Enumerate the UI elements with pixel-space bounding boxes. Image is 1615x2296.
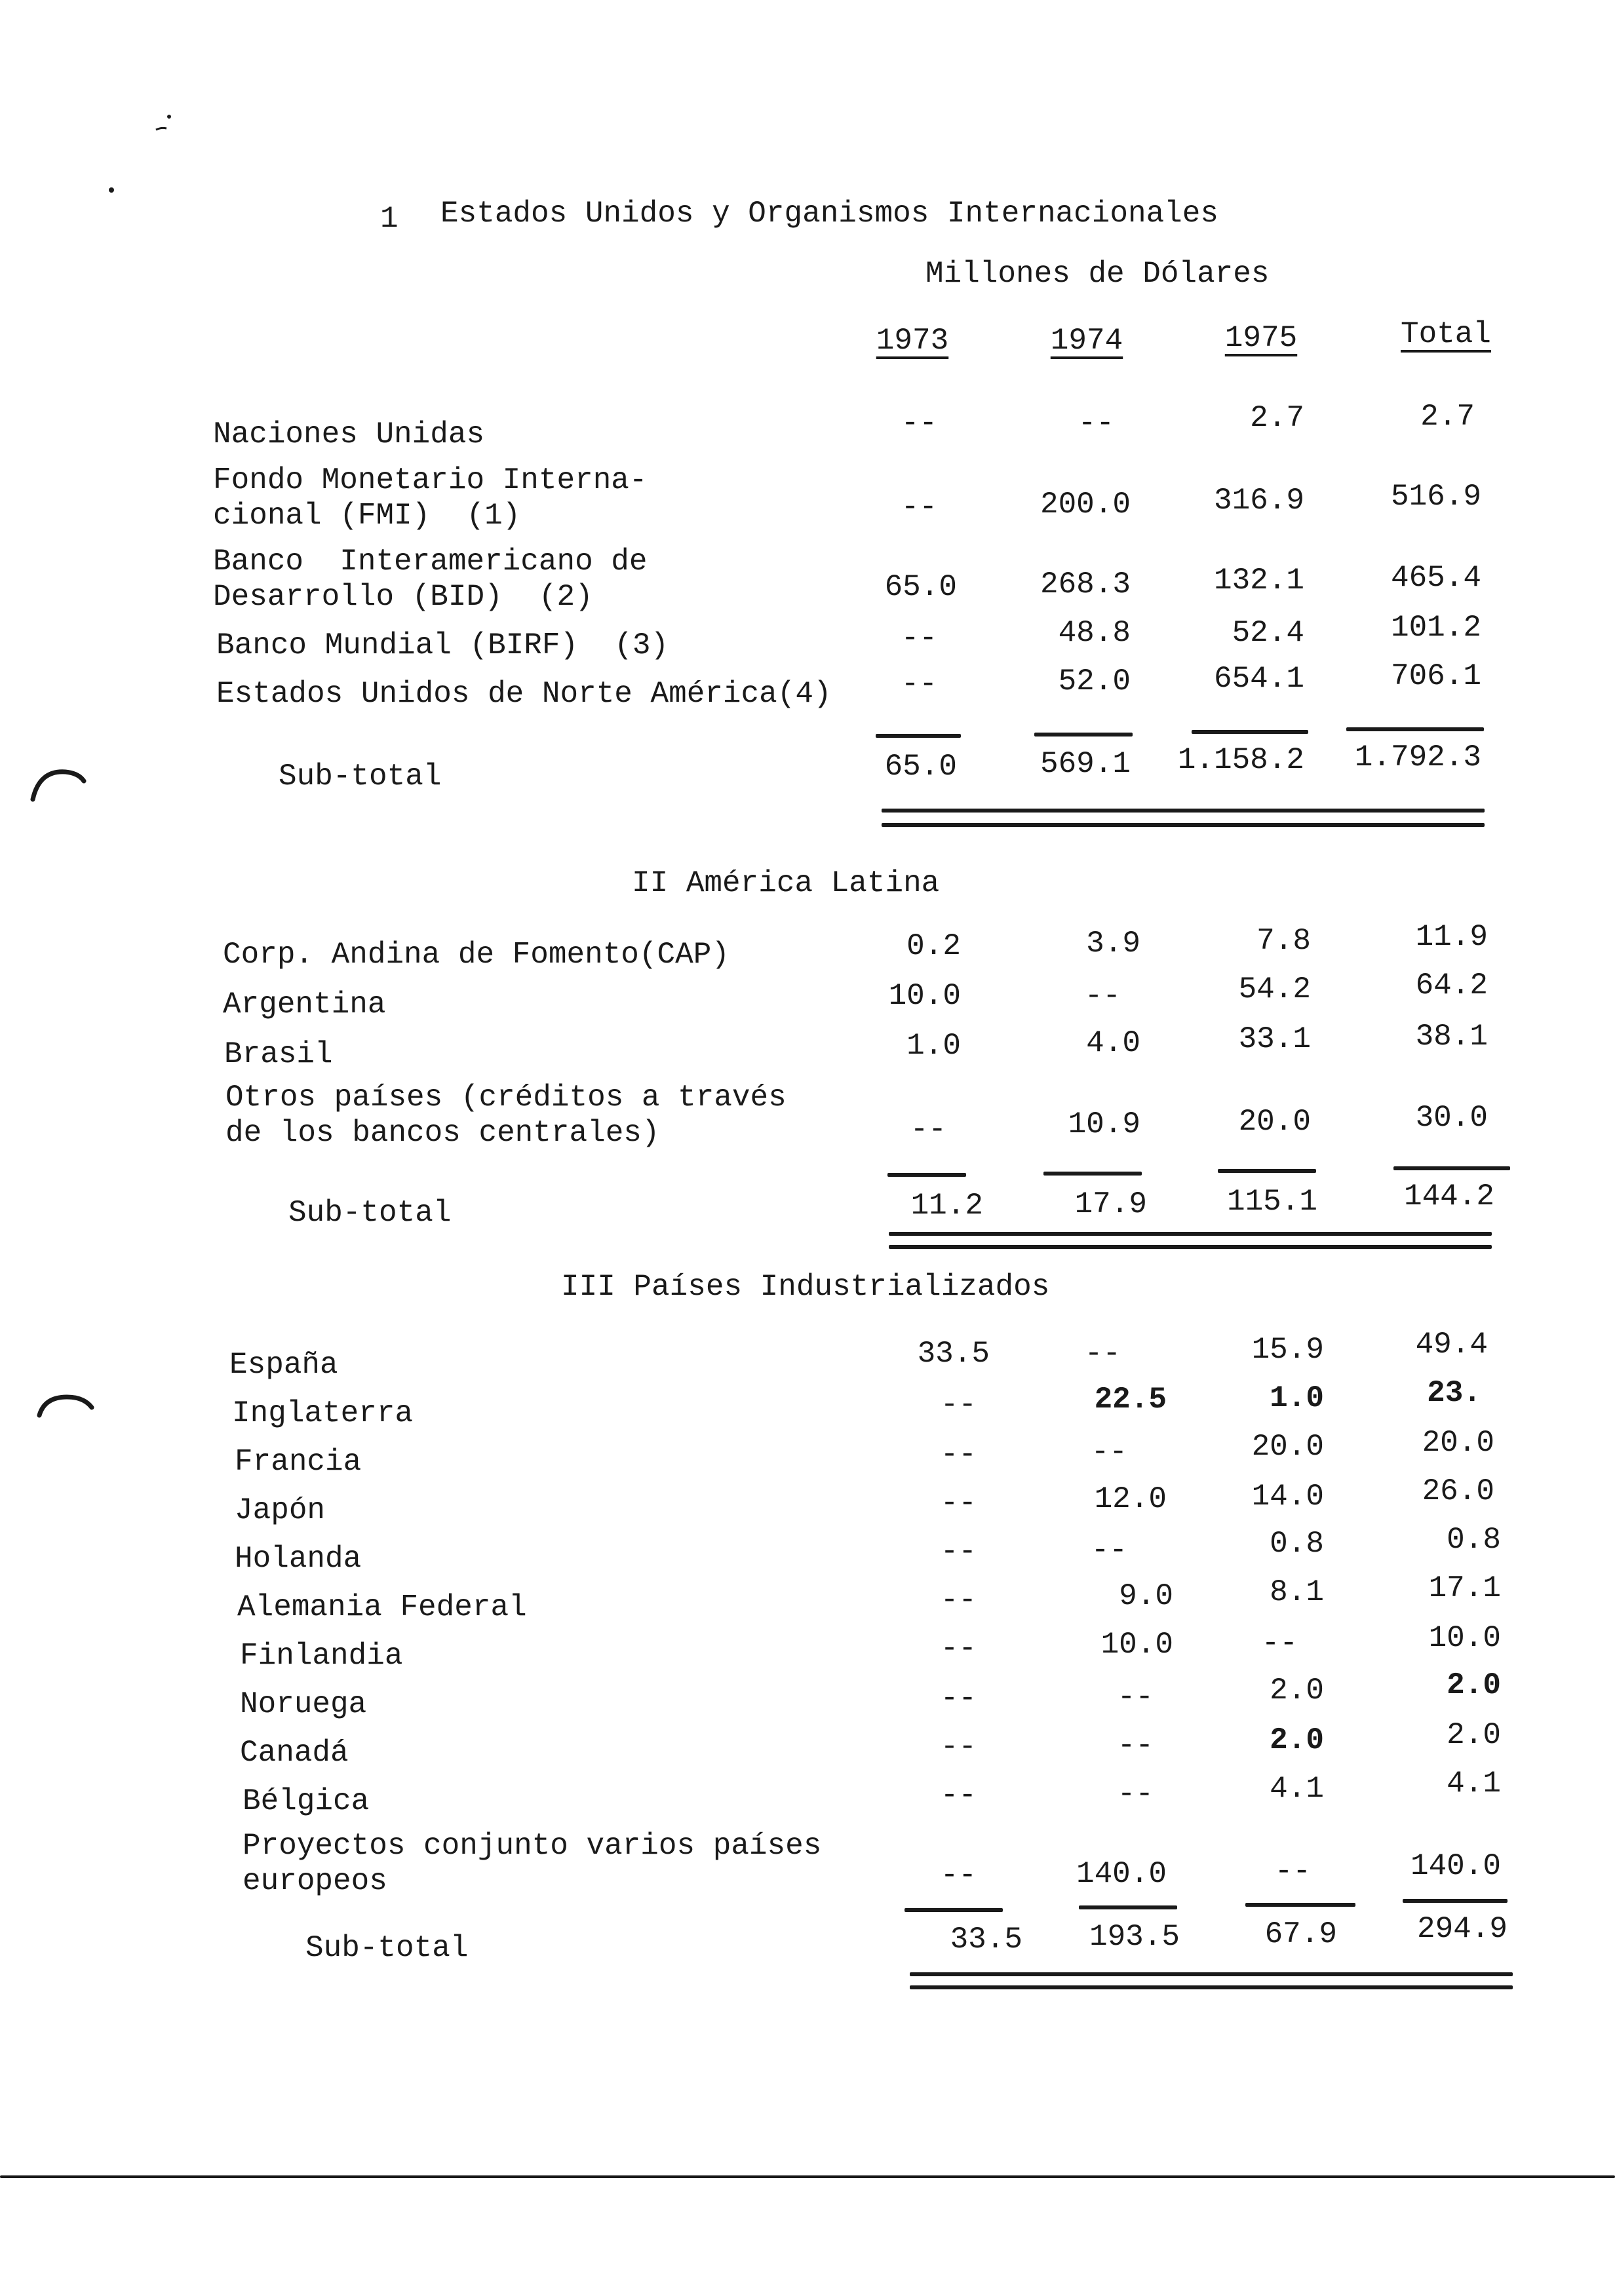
margin-mark: [26, 760, 92, 806]
cell-1975: --: [1274, 1854, 1311, 1888]
cell-1973: 33.5: [950, 1923, 1022, 1957]
cell-1975: 54.2: [1238, 972, 1311, 1006]
subtotal-rule: [905, 1908, 1003, 1912]
column-header-1974: 1974: [1050, 324, 1123, 358]
row-label: Alemania Federal: [237, 1590, 527, 1624]
cell-1974: --: [1084, 979, 1121, 1013]
cell-1974: 569.1: [1040, 747, 1131, 781]
cell-1973: 0.2: [906, 929, 961, 963]
cell-total: 30.0: [1415, 1101, 1488, 1135]
cell-1974: 3.9: [1086, 927, 1140, 961]
cell-1973: --: [940, 1681, 977, 1715]
row-label: Bélgica: [243, 1784, 370, 1818]
margin-mark: [33, 1383, 98, 1428]
cell-1975: 654.1: [1213, 662, 1304, 696]
row-label: Otros países (créditos a través de los bancos centrales): [225, 1081, 787, 1150]
cell-1973: --: [940, 1858, 977, 1892]
cell-1973: --: [940, 1583, 977, 1617]
cell-1974: 9.0: [1119, 1579, 1173, 1613]
subtotal-label: Sub-total: [305, 1931, 469, 1965]
cell-1973: --: [901, 406, 937, 440]
page-title: Estados Unidos y Organismos Internacionales: [440, 197, 1218, 231]
row-label: Banco Mundial (BIRF) (3): [216, 628, 669, 662]
cell-1973: --: [940, 1632, 977, 1666]
double-rule: [910, 1985, 1513, 1989]
row-label: Finlandia: [240, 1639, 403, 1673]
double-rule: [889, 1232, 1492, 1236]
subtotal-rule: [1034, 733, 1133, 737]
cell-total: 465.4: [1390, 561, 1481, 595]
cell-1973: --: [940, 1388, 977, 1422]
cell-total: 64.2: [1415, 968, 1488, 1003]
double-rule: [889, 1245, 1492, 1249]
cell-1975: 52.4: [1232, 616, 1304, 650]
cell-total: 49.4: [1415, 1328, 1488, 1362]
cell-1974: --: [1117, 1777, 1154, 1811]
cell-1975: 2.7: [1250, 401, 1304, 435]
double-rule: [910, 1972, 1513, 1976]
row-label: Proyectos conjunto varios países europeos: [243, 1829, 822, 1898]
cell-1975: 1.0: [1270, 1381, 1324, 1415]
cell-total: 294.9: [1416, 1912, 1508, 1946]
row-label: España: [229, 1348, 338, 1382]
cell-1975: 20.0: [1251, 1430, 1324, 1464]
cell-1974: 268.3: [1040, 567, 1131, 602]
cell-1974: --: [1117, 1680, 1154, 1714]
cell-1974: 4.0: [1086, 1026, 1140, 1060]
cell-1974: --: [1078, 406, 1114, 440]
cell-1974: 52.0: [1058, 664, 1131, 698]
row-label: Canadá: [240, 1736, 349, 1770]
cell-1975: 115.1: [1226, 1185, 1317, 1219]
row-label: Japón: [235, 1493, 326, 1527]
cell-total: 26.0: [1422, 1474, 1494, 1508]
cell-total: 11.9: [1415, 920, 1488, 954]
subtotal-rule: [1346, 727, 1484, 731]
cell-total: 20.0: [1422, 1426, 1494, 1460]
cell-1974: 193.5: [1089, 1920, 1180, 1954]
cell-total: 101.2: [1390, 611, 1481, 645]
cell-1973: --: [940, 1486, 977, 1520]
cell-total: 2.0: [1447, 1668, 1501, 1702]
cell-1975: 8.1: [1270, 1575, 1324, 1609]
cell-1974: 10.9: [1068, 1107, 1140, 1141]
cell-total: 516.9: [1390, 480, 1481, 514]
cell-1973: --: [901, 667, 937, 701]
cell-total: 38.1: [1415, 1020, 1488, 1054]
double-rule: [882, 823, 1485, 827]
double-rule: [882, 809, 1485, 813]
page-bottom-rule: [0, 2175, 1615, 2178]
section-title: III Países Industrializados: [561, 1270, 1050, 1304]
unit-label: Millones de Dólares: [925, 257, 1270, 291]
cell-1974: 12.0: [1094, 1482, 1167, 1516]
row-label: Estados Unidos de Norte América(4): [216, 677, 832, 711]
row-label: Holanda: [235, 1542, 362, 1576]
subtotal-rule: [1393, 1166, 1510, 1170]
cell-1974: 140.0: [1076, 1857, 1167, 1891]
cell-1973: 33.5: [917, 1337, 990, 1371]
row-label: Argentina: [223, 987, 386, 1022]
cell-1974: 10.0: [1100, 1628, 1173, 1662]
cell-total: 2.7: [1420, 400, 1475, 434]
cell-total: 144.2: [1403, 1179, 1494, 1214]
subtotal-label: Sub-total: [288, 1196, 452, 1230]
row-label: Naciones Unidas: [213, 417, 485, 451]
cell-1973: 1.0: [906, 1029, 961, 1063]
margin-mark: [151, 111, 177, 138]
cell-total: 17.1: [1428, 1571, 1501, 1605]
cell-total: 2.0: [1447, 1718, 1501, 1752]
cell-1975: 2.0: [1270, 1723, 1324, 1757]
cell-1974: --: [1084, 1337, 1121, 1371]
cell-1975: 132.1: [1213, 564, 1304, 598]
margin-mark: [105, 183, 118, 197]
subtotal-rule: [1403, 1899, 1508, 1903]
cell-1973: --: [910, 1113, 946, 1147]
cell-1973: 65.0: [884, 750, 957, 784]
row-label: Francia: [235, 1445, 362, 1479]
row-label: Brasil: [224, 1037, 333, 1071]
subtotal-rule: [876, 734, 961, 738]
row-label: Corp. Andina de Fomento(CAP): [223, 938, 730, 972]
cell-1973: --: [940, 1730, 977, 1764]
cell-1975: 20.0: [1238, 1105, 1311, 1139]
subtotal-rule: [887, 1173, 966, 1177]
cell-total: 10.0: [1428, 1621, 1501, 1655]
subtotal-rule: [1245, 1903, 1355, 1907]
subtotal-rule: [1079, 1905, 1177, 1909]
cell-total: 0.8: [1447, 1523, 1501, 1557]
cell-1973: 65.0: [884, 570, 957, 604]
subtotal-label: Sub-total: [279, 759, 442, 794]
row-label: Banco Interamericano de Desarrollo (BID) (2): [213, 545, 648, 614]
cell-1975: 1.158.2: [1177, 743, 1304, 777]
title-number: 1: [380, 202, 399, 236]
column-header-1973: 1973: [876, 324, 949, 358]
row-label: Noruega: [240, 1687, 367, 1721]
cell-1975: 2.0: [1270, 1674, 1324, 1708]
cell-1975: 67.9: [1264, 1917, 1337, 1951]
cell-1975: 14.0: [1251, 1480, 1324, 1514]
cell-1973: --: [940, 1778, 977, 1812]
subtotal-rule: [1192, 730, 1308, 734]
cell-1973: --: [901, 621, 937, 655]
cell-1973: --: [940, 1438, 977, 1472]
cell-1974: 48.8: [1058, 616, 1131, 650]
cell-1974: --: [1091, 1435, 1127, 1469]
cell-1973: 11.2: [910, 1189, 983, 1223]
cell-1975: 7.8: [1256, 924, 1311, 958]
column-header-1975: 1975: [1224, 321, 1298, 355]
cell-1975: 316.9: [1213, 484, 1304, 518]
cell-1975: 15.9: [1251, 1333, 1324, 1367]
cell-1974: 200.0: [1040, 488, 1131, 522]
cell-total: 23.: [1427, 1376, 1481, 1410]
cell-1973: 10.0: [888, 979, 961, 1013]
cell-1975: 33.1: [1238, 1022, 1311, 1056]
cell-1975: 0.8: [1270, 1527, 1324, 1561]
cell-1974: 17.9: [1074, 1187, 1147, 1221]
cell-total: 140.0: [1410, 1849, 1501, 1883]
cell-1973: --: [901, 490, 937, 524]
cell-1975: --: [1261, 1626, 1298, 1660]
cell-1973: --: [940, 1535, 977, 1569]
cell-total: 1.792.3: [1354, 740, 1481, 775]
column-header-total: Total: [1400, 317, 1492, 351]
row-label: Inglaterra: [232, 1396, 414, 1430]
cell-1974: 22.5: [1094, 1383, 1167, 1417]
subtotal-rule: [1218, 1169, 1316, 1173]
cell-total: 4.1: [1447, 1767, 1501, 1801]
cell-1974: --: [1091, 1533, 1127, 1567]
cell-1974: --: [1117, 1729, 1154, 1763]
cell-total: 706.1: [1390, 659, 1481, 693]
cell-1975: 4.1: [1270, 1772, 1324, 1806]
row-label: Fondo Monetario Interna- cional (FMI) (1): [213, 463, 648, 533]
section-title: II América Latina: [632, 866, 940, 900]
subtotal-rule: [1043, 1172, 1142, 1176]
